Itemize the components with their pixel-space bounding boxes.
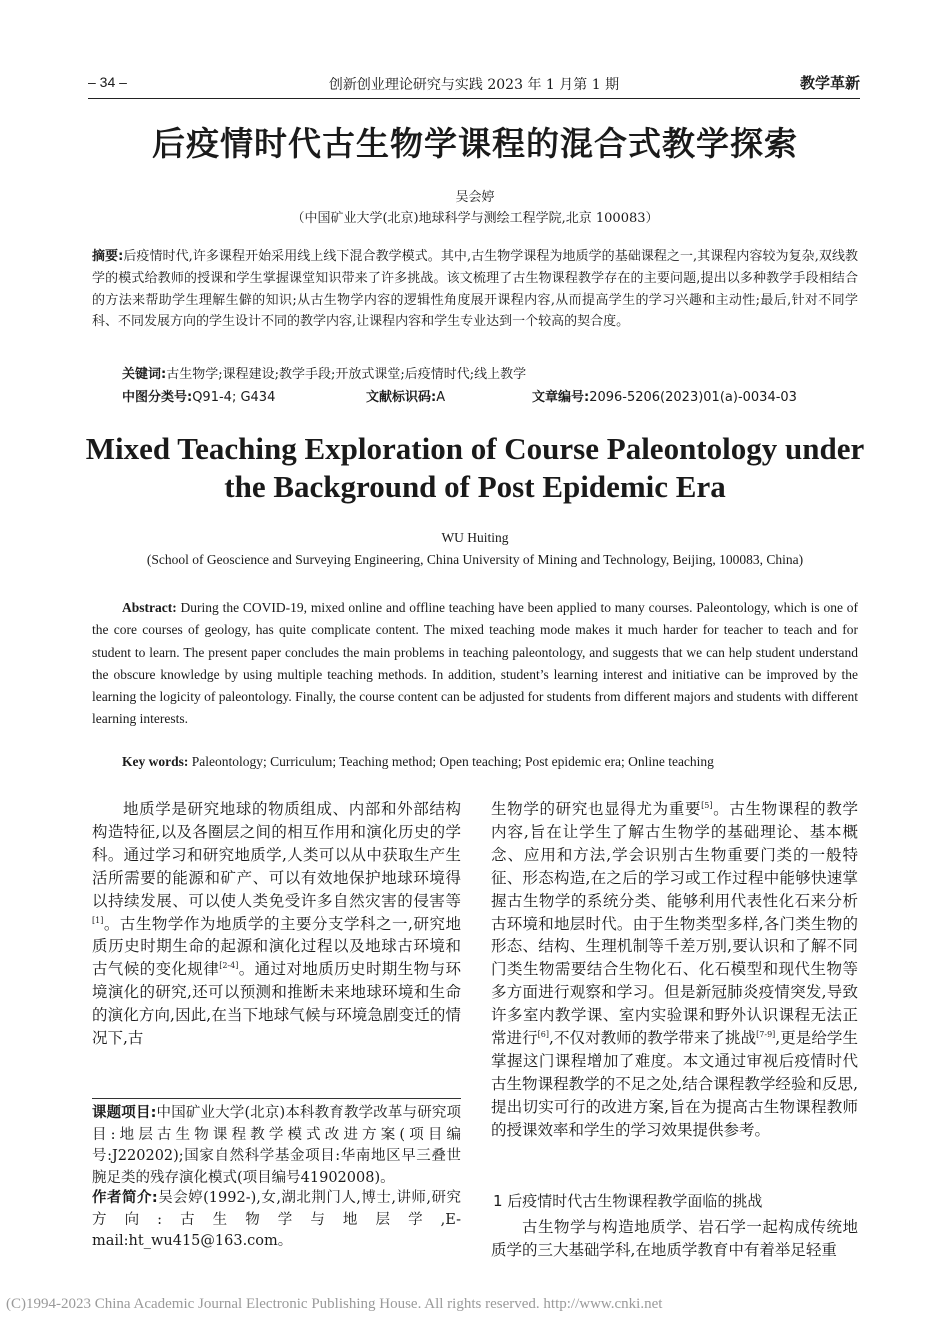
citation: [6]: [537, 1029, 549, 1039]
english-title-line2: the Background of Post Epidemic Era: [224, 469, 726, 504]
citation: [7-9]: [756, 1029, 776, 1039]
footnote-funding: [92, 1103, 461, 1189]
citation: [2-4]: [219, 961, 239, 971]
journal-name: 创新创业理论研究与实践 2023 年 1 月第 1 期: [328, 77, 620, 93]
funding-label: 课题项目:: [92, 1105, 157, 1121]
author-bio-label: 作者简介:: [92, 1190, 158, 1206]
keywords-text: 古生物学;课程建设;教学手段;开放式课堂;后疫情时代;线上教学: [166, 367, 527, 382]
funding-text: 中国矿业大学(北京)本科教育教学改革与研究项目:地层古生物课程教学模式改进方案(项目编号:J220202);国家自然科学基金项目:华南地区早三叠世腕足类的残存演化模式(项目编号41902008)。: [92, 1105, 461, 1186]
citation: [1]: [92, 915, 104, 925]
english-keywords-text: Paleontology; Curriculum; Teaching method; Open teaching; Post epidemic era; Online teaching: [191, 754, 714, 769]
article-number-field: 文章编号:2096-5206(2023)01(a)-0034-03: [532, 390, 797, 405]
keywords-label: 关键词:: [122, 367, 167, 382]
chinese-affiliation: （中国矿业大学(北京)地球科学与测绘工程学院,北京 100083）: [291, 211, 659, 226]
english-abstract-label: Abstract:: [122, 600, 177, 615]
abstract-text: 后疫情时代,许多课程开始采用线上线下混合教学模式。其中,古生物学课程为地质学的基础课程之一,其课程内容较为复杂,双线教学的模式给教师的授课和学生掌握课堂知识带来了许多挑战。该文梳理了古生物课程教学存在的主要问题,提出以多种教学手段相结合的方法来帮助学生理解生僻的知识;从古生物学内容的逻辑性角度展开课程内容,从而提高学生的学习兴趣和主动性;最后,针对不同学科、不同发展方向的学生设计不同的教学内容,让课程内容和学生专业达到一个较高的契合度。: [92, 249, 859, 330]
english-title: [60, 430, 890, 506]
page-number: – 34 –: [88, 74, 127, 90]
page-header: [88, 72, 860, 96]
body-left-column: 地质学是研究地球的物质组成、内部和外部结构构造特征,以及各圈层之间的相互作用和演化历史的学科。通过学习和研究地质学,人类可以从中获取生产生活所需要的能源和矿产、可以有效地保护地球环境得以持续发展、可以使人类免受许多自然灾害的侵害等[1]。古生物学作为地质学的主要分支学科之一,研究地质历史时期生命的起源和演化过程以及地球古环境和古气候的变化规律[2-4]。通过对地质历史时期生物与环境演化的研究,还可以预测和推断未来地球环境和生命的演化方向,因此,在当下地球气候与环境急剧变迁的情况下,古: [92, 800, 461, 1048]
english-keywords: [122, 754, 858, 770]
english-abstract: [92, 597, 858, 731]
chinese-title: 后疫情时代古生物学课程的混合式教学探索: [152, 124, 798, 163]
footnote-rule: [92, 1098, 461, 1099]
chinese-author: 吴会婷: [455, 190, 495, 205]
citation: [5]: [701, 800, 713, 810]
english-author: WU Huiting: [441, 530, 509, 545]
chinese-keywords: [122, 363, 858, 382]
header-rule: [88, 98, 860, 99]
section-name: 教学革新: [799, 74, 860, 92]
english-keywords-label: Key words:: [122, 754, 189, 769]
english-affiliation: (School of Geoscience and Surveying Engineering, China University of Mining and Technology, Beijing, 100083, China): [146, 552, 804, 567]
copyright-footer: (C)1994-2023 China Academic Journal Electronic Publishing House. All rights reserved. http://www.cnki.net: [6, 1296, 663, 1312]
english-abstract-text: During the COVID-19, mixed online and offline teaching have been applied to many courses. Paleontology, which is one of the core courses of geology, has quite complicate content. The mixed teaching mode makes it much harder for teacher to teach and for student to learn. The present paper concludes the main problems in teaching paleontology, and suggests that we can help student understand the obscure knowledge by using multiple teaching methods. In addition, student’s learning interest and initiative can be improved by the learning the logicity of paleontology. Finally, the course content can be adjusted for students from different majors and students with different learning interests.: [92, 600, 858, 727]
body-right-column: 生物学的研究也显得尤为重要[5]。古生物课程的教学内容,旨在让学生了解古生物学的基础理论、基本概念、应用和方法,学会识别古生物重要门类的一般特征、形态构造,在之后的学习或工作过程中能够快速掌握古生物学的系统分类、能够利用代表性化石来分析古环境和地层时代。由于生物类型多样,各门类生物的形态、结构、生理机制等千差万别,要认识和了解不同门类生物需要结合生物化石、化石模型和现代生物等多方面进行观察和学习。但是新冠肺炎疫情突发,导致许多室内教学课、室内实验课和野外认识课程无法正常进行[6],不仅对教师的教学带来了挑战[7-9],更是给学生掌握这门课程增加了难度。本文通过审视后疫情时代古生物课程教学的不足之处,结合课程教学经验和反思,提出切实可行的改进方案,旨在为提高古生物课程教师的授课效率和学生的学习效果提供参考。: [491, 800, 858, 1139]
footnote-author-bio: [92, 1188, 461, 1253]
clc-field: 中图分类号:Q91-4; G434: [122, 390, 276, 405]
doc-code-field: 文献标识码:A: [366, 390, 446, 405]
english-title-line1: Mixed Teaching Exploration of Course Paleontology under: [85, 431, 865, 466]
section-heading: 1 后疫情时代古生物课程教学面临的挑战: [493, 1192, 763, 1210]
classification-line: [122, 386, 858, 406]
body-right-paragraph-2: 古生物学与构造地质学、岩石学一起构成传统地质学的三大基础学科,在地质学教育中有着举足轻重: [491, 1218, 858, 1259]
author-bio-text: 吴会婷(1992-),女,湖北荆门人,博士,讲师,研究方向:古生物学与地层学,E-mail:ht_wu415@163.com。: [92, 1190, 461, 1249]
abstract-label: 摘要:: [92, 249, 124, 264]
chinese-abstract: [92, 246, 858, 333]
